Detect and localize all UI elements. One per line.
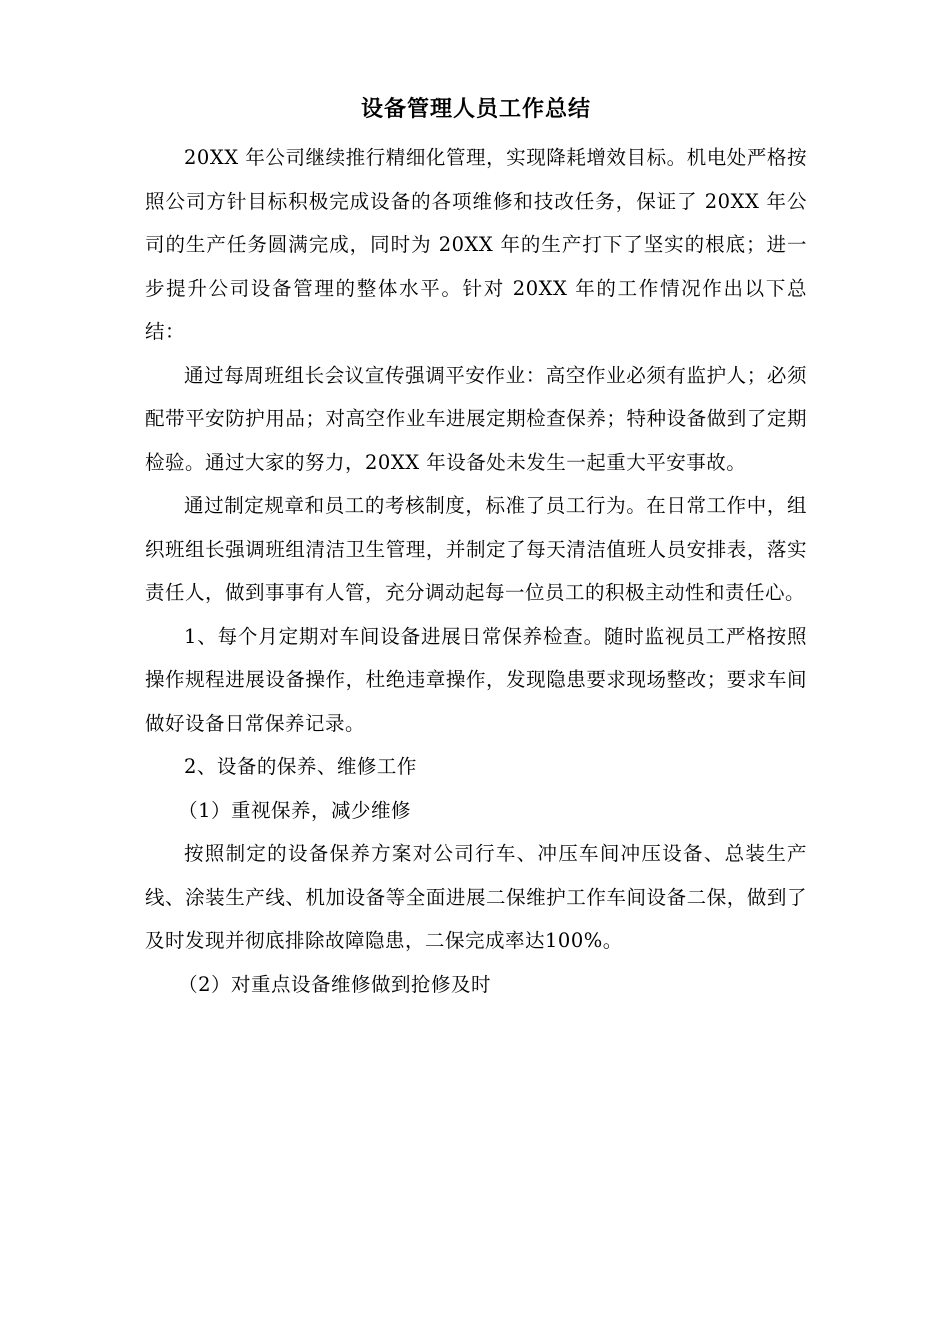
paragraph-item-2: 2、设备的保养、维修工作: [184, 755, 417, 778]
paragraph-maintenance-plan: 按照制定的设备保养方案对公司行车、冲压车间冲压设备、总装生产线、涂装生产线、机加设备等全面进展二保维护工作车间设备二保，做到了及时发现并彻底排除故障隐患，二保完成率达100%。: [145, 842, 807, 952]
paragraph-item-1: 1、每个月定期对车间设备进展日常保养检查。随时监视员工严格按照操作规程进展设备操作，杜绝违章操作，发现隐患要求现场整改；要求车间做好设备日常保养记录。: [145, 624, 807, 735]
document-page: [145, 88, 807, 1006]
paragraph-intro: 20XX 年公司继续推行精细化管理，实现降耗增效目标。机电处严格按照公司方针目标积极完成设备的各项维修和技改任务，保证了 20XX 年公司的生产任务圆满完成，同时为 20XX 年的生产打下了坚实的根底；进一步提升公司设备管理的整体水平。针对 20XX 年的工作情况作出以下总结：: [145, 146, 807, 343]
paragraph-safety: 通过每周班组长会议宣传强调平安作业：高空作业必须有监护人；必须配带平安防护用品；对高空作业车进展定期检查保养；特种设备做到了定期检验。通过大家的努力，20XX 年设备处未发生一起重大平安事故。: [145, 363, 807, 474]
document-title: 设备管理人员工作总结: [360, 97, 591, 122]
paragraph-regulations: 通过制定规章和员工的考核制度，标准了员工行为。在日常工作中，组织班组长强调班组清洁卫生管理，并制定了每天清洁值班人员安排表，落实责任人，做到事事有人管，充分调动起每一位员工的积极主动性和责任心。: [145, 494, 807, 604]
subheading-repair: （2）对重点设备维修做到抢修及时: [178, 972, 492, 996]
subheading-maintenance: （1）重视保养，减少维修: [178, 798, 412, 822]
